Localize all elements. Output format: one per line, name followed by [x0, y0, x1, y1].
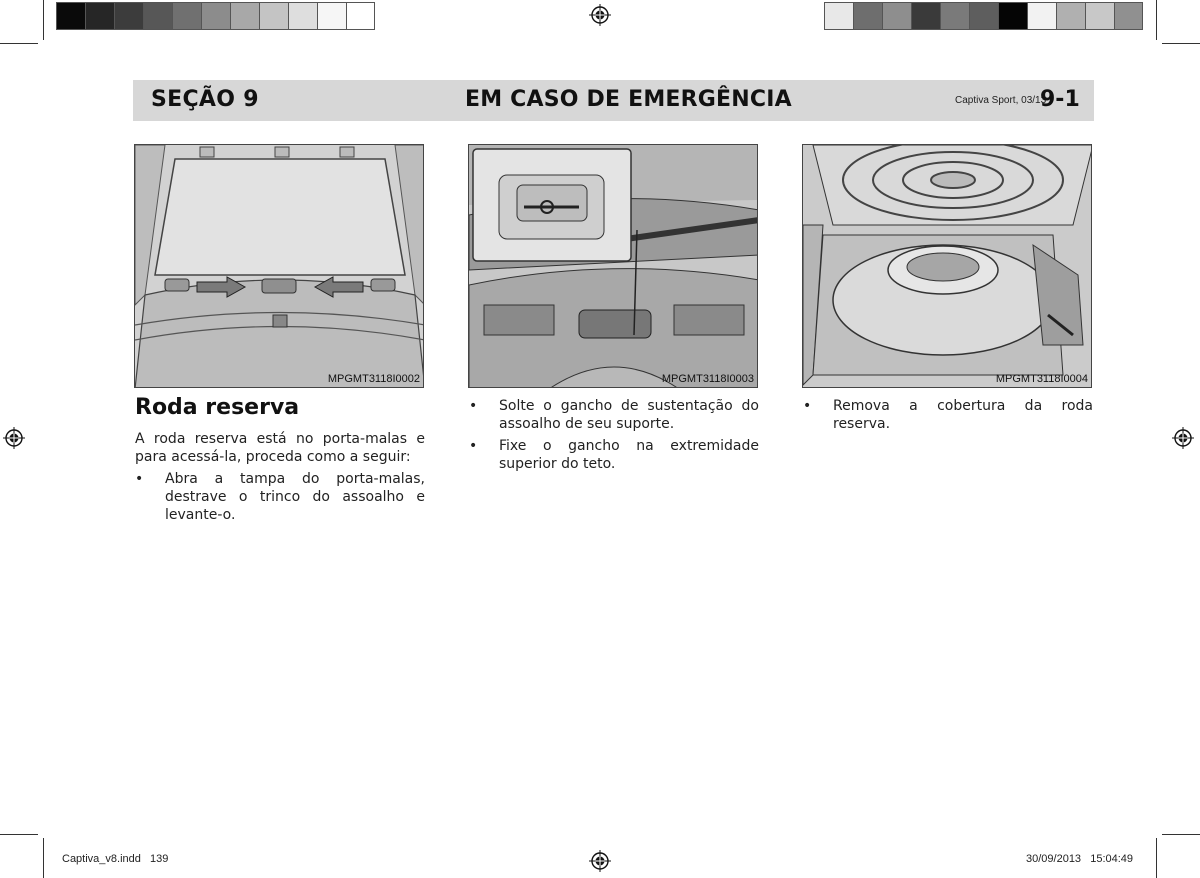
- figure-floor-hook: [468, 144, 758, 388]
- bullet-mark: •: [135, 471, 144, 487]
- bullet-mark: •: [469, 438, 478, 454]
- list-item-text: Abra a tampa do porta-malas, destrave o trinco do assoalho e levante-o.: [165, 471, 425, 523]
- color-swatch: [940, 2, 969, 30]
- color-swatch: [1027, 2, 1056, 30]
- color-swatch: [230, 2, 259, 30]
- crop-mark: [0, 43, 38, 44]
- list-item: [135, 470, 425, 524]
- chapter-title: EM CASO DE EMERGÊNCIA: [465, 87, 792, 112]
- color-swatch: [114, 2, 143, 30]
- crop-mark: [43, 838, 44, 878]
- list-item-text: Solte o gancho de sustentação do assoalho de seu suporte.: [499, 398, 759, 432]
- color-swatch: [998, 2, 1027, 30]
- list-item-text: Remova a cobertura da roda reserva.: [833, 398, 1093, 432]
- section-header: [133, 80, 1094, 121]
- footer-datetime: 30/09/2013 15:04:49: [1026, 853, 1134, 865]
- list-item: [803, 397, 1093, 433]
- footer-file-info: Captiva_v8.indd 139: [62, 853, 169, 865]
- color-swatch: [911, 2, 940, 30]
- color-swatch: [201, 2, 230, 30]
- list-item: [469, 437, 759, 473]
- crop-mark: [43, 0, 44, 40]
- figure-code: MPGMT3118I0002: [327, 373, 420, 385]
- bullet-mark: •: [469, 398, 478, 414]
- registration-mark-icon: [589, 850, 611, 872]
- color-swatch: [56, 2, 85, 30]
- color-swatch: [346, 2, 375, 30]
- bullet-mark: •: [803, 398, 812, 414]
- spare-wheel-illustration: [803, 145, 1092, 388]
- crop-mark: [1162, 834, 1200, 835]
- color-swatch: [853, 2, 882, 30]
- registration-mark-icon: [3, 427, 25, 449]
- left-color-bar: [56, 2, 375, 30]
- color-swatch: [143, 2, 172, 30]
- registration-mark-icon: [1172, 427, 1194, 449]
- color-swatch: [172, 2, 201, 30]
- figure-code: MPGMT3118I0003: [661, 373, 754, 385]
- figure-code: MPGMT3118I0004: [995, 373, 1088, 385]
- color-swatch: [1085, 2, 1114, 30]
- section-heading: Roda reserva: [135, 395, 300, 420]
- list-item: [469, 397, 759, 433]
- color-swatch: [317, 2, 346, 30]
- registration-mark-icon: [589, 4, 611, 26]
- floor-hook-illustration: [469, 145, 758, 388]
- color-swatch: [882, 2, 911, 30]
- color-swatch: [288, 2, 317, 30]
- color-swatch: [1114, 2, 1143, 30]
- trunk-floor-illustration: [135, 145, 424, 388]
- right-color-bar: [824, 2, 1143, 30]
- section-label: SEÇÃO 9: [151, 87, 259, 112]
- crop-mark: [1162, 43, 1200, 44]
- model-edition: Captiva Sport, 03/13: [955, 95, 1047, 106]
- color-swatch: [259, 2, 288, 30]
- intro-paragraph: A roda reserva está no porta-malas e para acessá-la, proceda como a seguir:: [135, 431, 425, 465]
- crop-mark: [0, 834, 38, 835]
- color-swatch: [1056, 2, 1085, 30]
- color-swatch: [824, 2, 853, 30]
- color-swatch: [85, 2, 114, 30]
- crop-mark: [1156, 0, 1157, 40]
- color-swatch: [969, 2, 998, 30]
- figure-trunk-floor: [134, 144, 424, 388]
- crop-mark: [1156, 838, 1157, 878]
- list-item-text: Fixe o gancho na extremidade superior do teto.: [499, 438, 759, 472]
- figure-spare-wheel: [802, 144, 1092, 388]
- page-number: 9-1: [1040, 87, 1080, 112]
